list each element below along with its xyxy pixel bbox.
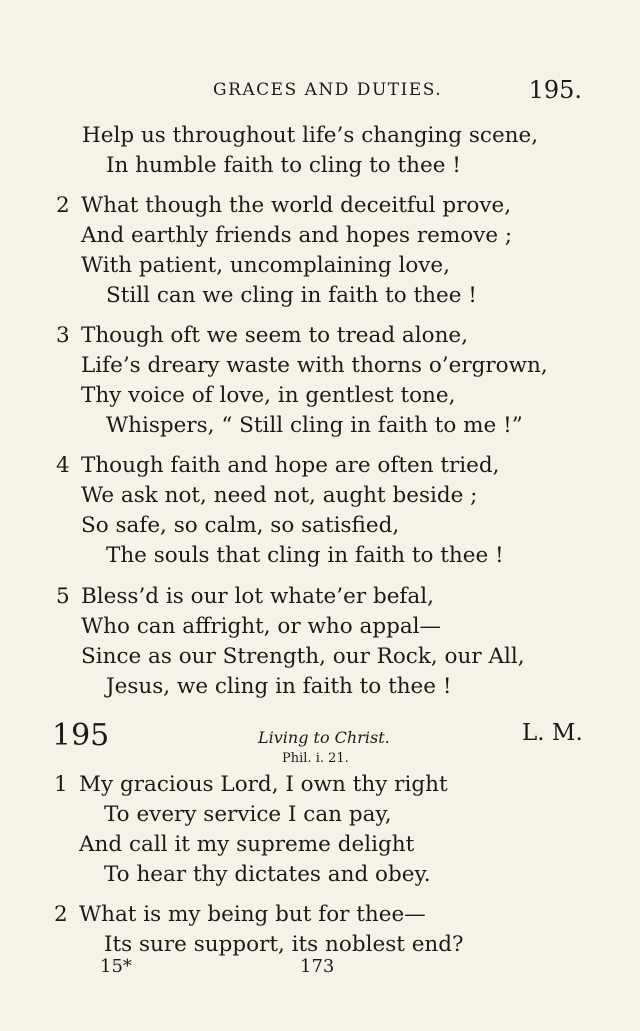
verse-line: Since as our Strength, our Rock, our All, — [81, 644, 525, 669]
folio-number: 173 — [300, 956, 335, 977]
verse-line: To every service I can pay, — [104, 802, 392, 827]
verse-line: Though faith and hope are often tried, — [81, 453, 500, 478]
hymn-number: 195 — [52, 718, 110, 753]
stanza-number: 3 — [56, 323, 70, 348]
stanza-number: 1 — [54, 772, 68, 797]
page-number: 195. — [528, 76, 582, 104]
scripture-reference: Phil. i. 21. — [282, 751, 349, 766]
verse-line: With patient, uncomplaining love, — [81, 253, 450, 278]
verse-line: What is my being but for thee— — [79, 902, 426, 927]
verse-line: Who can affright, or who appal— — [81, 614, 442, 639]
signature-mark: 15* — [100, 956, 132, 977]
verse-line: So safe, so calm, so satisfied, — [81, 513, 400, 538]
stanza-number: 4 — [56, 453, 70, 478]
verse-line: Bless’d is our lot whate’er befal, — [81, 584, 434, 609]
hymn-meter: L. M. — [522, 720, 583, 746]
verse-line: We ask not, need not, aught beside ; — [81, 483, 478, 508]
verse-line: And call it my supreme delight — [79, 832, 415, 857]
verse-line: The souls that cling in faith to thee ! — [106, 543, 504, 568]
verse-line: Its sure support, its noblest end? — [104, 932, 464, 957]
stanza-number: 2 — [56, 193, 70, 218]
verse-line: In humble faith to cling to thee ! — [106, 153, 461, 178]
verse-line: Thy voice of love, in gentlest tone, — [81, 383, 456, 408]
verse-line: What though the world deceitful prove, — [81, 193, 512, 218]
verse-line: Though oft we seem to tread alone, — [81, 323, 468, 348]
verse-line: Life’s dreary waste with thorns o’ergrown, — [81, 353, 548, 378]
stanza-number: 2 — [54, 902, 68, 927]
hymn-title: Living to Christ. — [258, 728, 390, 747]
verse-line: Still can we cling in faith to thee ! — [106, 283, 477, 308]
running-head: GRACES AND DUTIES. — [213, 80, 443, 100]
verse-line: My gracious Lord, I own thy right — [79, 772, 448, 797]
verse-line: To hear thy dictates and obey. — [104, 862, 431, 887]
verse-line: Jesus, we cling in faith to thee ! — [106, 674, 452, 699]
stanza-number: 5 — [56, 584, 70, 609]
verse-line: Help us throughout life’s changing scene, — [82, 123, 539, 148]
verse-line: And earthly friends and hopes remove ; — [81, 223, 513, 248]
verse-line: Whispers, “ Still cling in faith to me !” — [106, 413, 523, 438]
